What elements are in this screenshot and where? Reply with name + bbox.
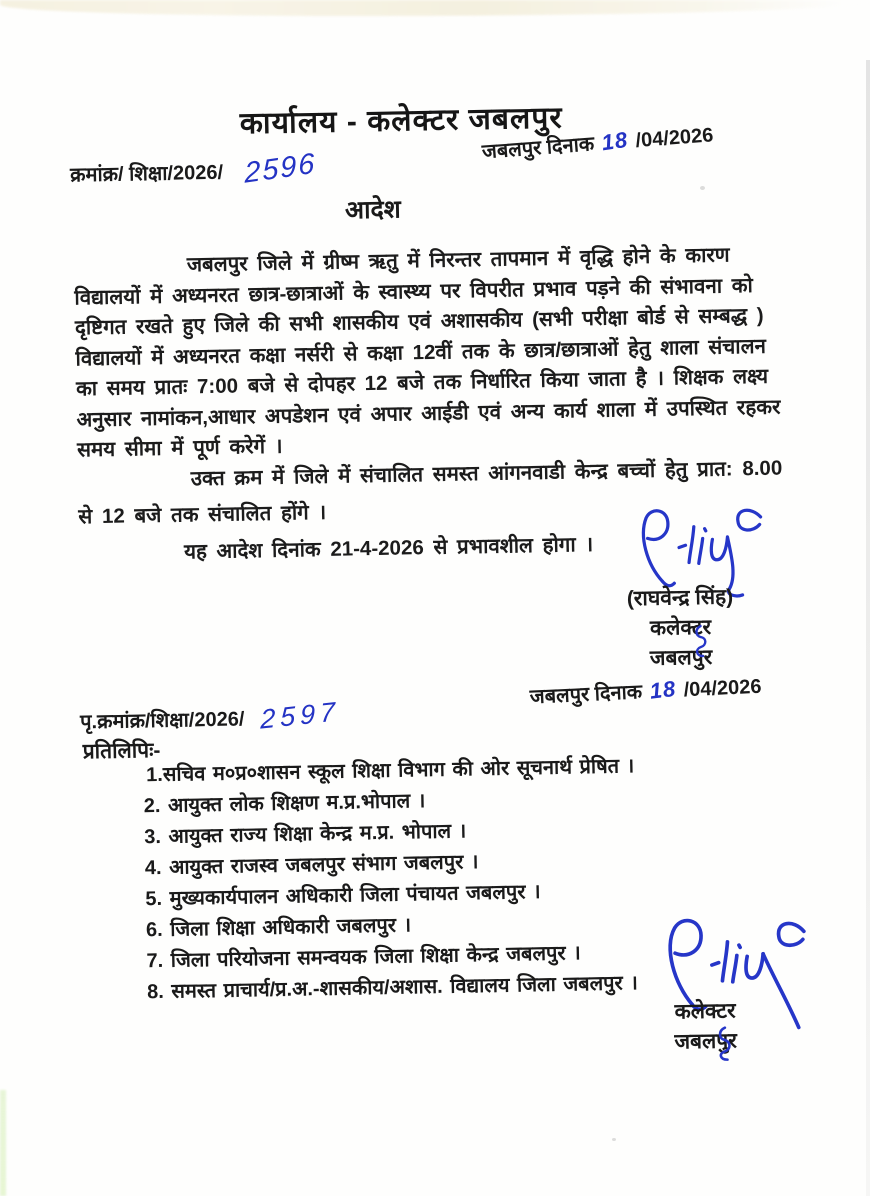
body-line: विद्यालयों में अध्यनरत छात्र-छात्राओं के स्वास्थ्य पर विपरीत प्रभाव पड़ने की संभावना को	[74, 273, 754, 309]
signatory-name: (राघवेन्द्र सिंह)	[626, 585, 734, 611]
signatory-place: जबलपुर	[674, 1029, 737, 1054]
endorsement-reference-handwritten: 2597	[260, 696, 340, 735]
signatory-designation: कलेक्टर	[674, 999, 736, 1024]
paragraph-3: यह आदेश दिनांक 21-4-2026 से प्रभावशील होगा ।	[183, 533, 594, 564]
signatory-designation: कलेक्टर	[649, 615, 712, 640]
ink-squiggle-icon	[710, 1024, 737, 1062]
recipient-item: 5. मुख्यकार्यपालन अधिकारी जिला पंचायत जबलपुर ।	[145, 881, 541, 911]
recipient-item: 3. आयुक्त राज्य शिक्षा केन्द्र म.प्र. भोपाल ।	[144, 820, 467, 849]
body-line: दृष्टिगत रखते हुए जिले की सभी शासकीय एवं अशासकीय (सभी परीक्षा बोर्ड से सम्बद्ध )	[74, 303, 764, 340]
body-line: से 12 बजे तक संचालित होंगे ।	[78, 500, 327, 529]
signature-block-top	[565, 581, 797, 675]
office-title: कार्यालय - कलेक्टर जबलपुर	[239, 101, 563, 141]
endorsement-reference-label: पृ.क्रमांक्र/शिक्षा/2026/	[79, 708, 245, 734]
date-rest: /04/2026	[683, 675, 762, 702]
ink-squiggle-icon	[686, 623, 713, 659]
signature-block-bottom	[607, 995, 803, 1059]
body-line: अनुसार नामांकन,आधार अपडेशन एवं अपार आईडी एवं अन्य कार्य शाला में उपस्थित रहकर	[76, 395, 781, 431]
reference-number-label: क्रमांक्र/ शिक्षा/2026/	[69, 161, 224, 187]
scan-artifact-left-green	[0, 1090, 6, 1196]
order-heading: आदेश	[344, 195, 402, 225]
recipient-item: 4. आयुक्त राजस्व जबलपुर संभाग जबलपुर ।	[144, 851, 479, 880]
recipient-item: 8. समस्त प्राचार्य/प्र.अ.-शासकीय/अशास. विद्यालय जिला जबलपुर ।	[146, 972, 639, 1004]
body-line: उक्त क्रम में जिले में संचालित समस्त आंगनवाडी केन्द्र बच्चों हेतु प्रात: 8.00	[190, 456, 783, 491]
recipients-list	[143, 751, 639, 1008]
body-line: जबलपुर जिले में ग्रीष्म ऋतु में निरन्तर तापमान में वृद्धि होने के कारण	[186, 243, 730, 277]
copies-heading: प्रतिलिपिः-	[82, 738, 161, 764]
body-line: का समय प्रातः 7:00 बजे से दोपहर 12 बजे तक निर्धारित किया जाता है । शिक्षक लक्ष्य	[75, 364, 769, 401]
date-place-label: जबलपुर दिनाक	[481, 133, 595, 164]
endorsement-reference-line	[79, 696, 340, 736]
reference-number-handwritten: 2596	[244, 147, 318, 190]
paragraph-1	[74, 240, 782, 466]
date-place-label: जबलपुर दिनाक	[529, 681, 643, 709]
recipient-item: 2. आयुक्त लोक शिक्षण म.प्र.भोपाल ।	[143, 790, 426, 818]
recipient-item: 7. जिला परियोजना समन्वयक जिला शिक्षा केन्द्र जबलपुर ।	[146, 942, 581, 973]
date-line-middle	[529, 672, 762, 710]
body-line: समय सीमा में पूर्ण करेगें ।	[76, 434, 283, 462]
date-rest: /04/2026	[634, 124, 715, 152]
body-line: विद्यालयों में अध्यनरत कक्षा नर्सरी से कक्षा 12वीं तक के छात्र/छात्राओं हेतु शाला संचालन	[75, 334, 767, 370]
recipient-item: 1.सचिव म०प्र०शासन स्कूल शिक्षा विभाग की ओर सूचनार्थ प्रेषित ।	[145, 755, 635, 787]
date-day-handwritten: 18	[599, 126, 630, 156]
date-day-handwritten: 18	[648, 675, 678, 704]
recipient-item: 6. जिला शिक्षा अधिकारी जबलपुर ।	[145, 914, 412, 942]
reference-number-line	[69, 147, 318, 190]
signatory-place: जबलपुर	[649, 645, 713, 670]
